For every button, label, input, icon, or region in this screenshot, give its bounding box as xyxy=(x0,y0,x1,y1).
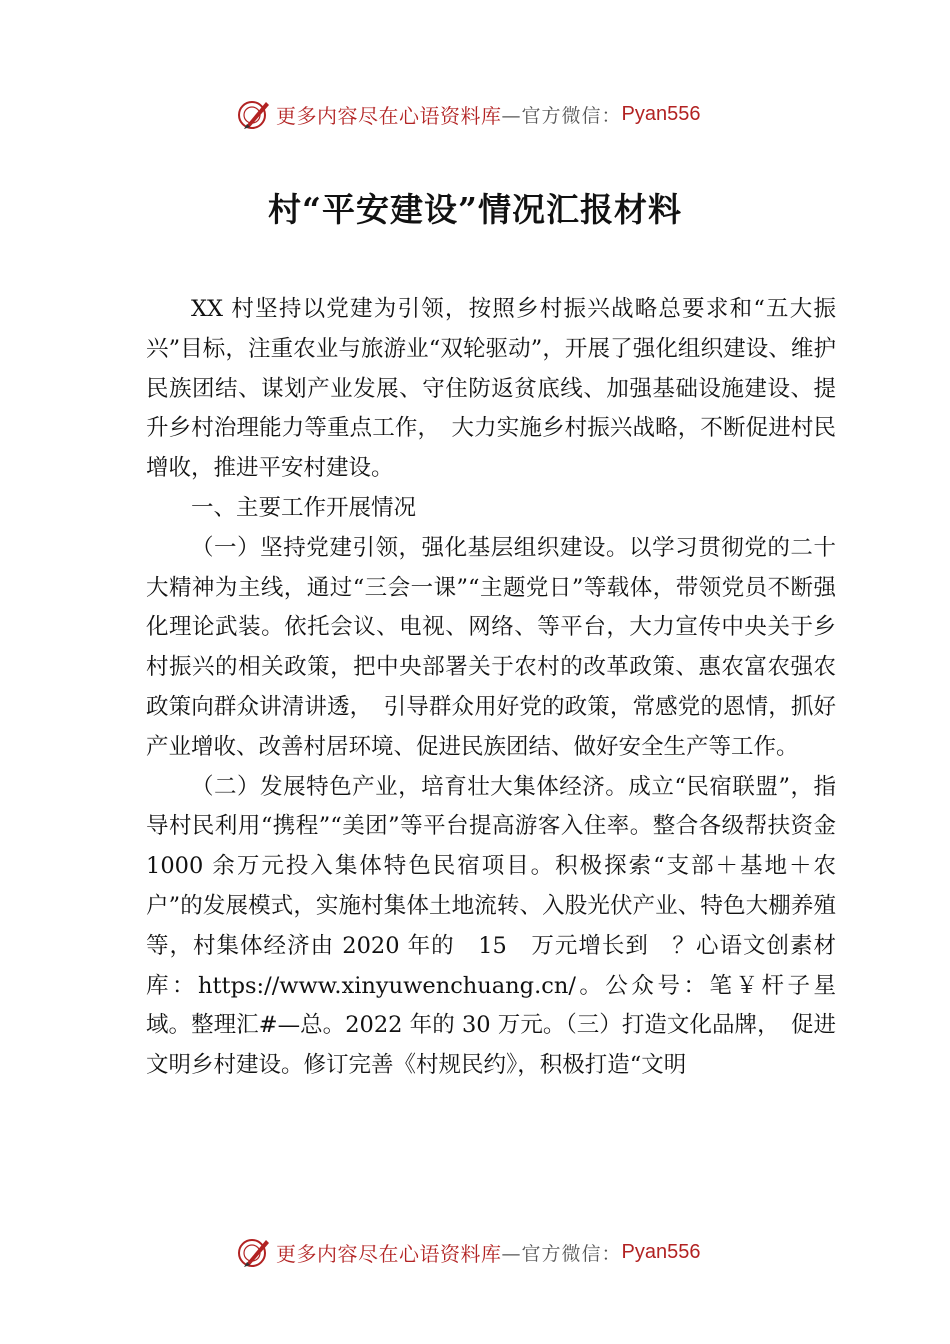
paragraph-party-building: （一）坚持党建引领，强化基层组织建设。以学习贯彻党的二十大精神为主线，通过“三会一课”“主题党日”等载体，带领党员不断强化理论武装。依托会议、电视、网络、等平台，大力宣传中央关于乡村振兴的相关政策，把中央部署关于农村的改革政策、惠农富农强农政策向群众讲清讲透， 引导群众用好党的政策，常感党的恩情，抓好产业增收、改善村居环境、促进民族团结、做好安全生产等工作。 xyxy=(146,534,836,760)
section-heading-1: 一、主要工作开展情况 xyxy=(191,494,417,521)
document-body xyxy=(146,290,836,1086)
banner-main-text: 更多内容尽在心语资料库 xyxy=(276,1241,502,1266)
header-banner[interactable] xyxy=(236,94,756,134)
banner-separator-text: —官方微信： xyxy=(501,1242,622,1265)
paragraph-industry: （二）发展特色产业，培育壮大集体经济。成立“民宿联盟”，指导村民利用“携程”“美团”等平台提高游客入住率。整合各级帮扶资金 1000 余万元投入集体特色民宿项目。积极探索“支部＋基地＋农户”的发展模式，实施村集体土地流转、入股光伏产业、特色大棚养殖等，村集体经济由 2020 年的 15 万元增长到 ？心语文创素材库：https://www.xinyuwenchuang.cn/。公众号：笔￥杆子星域。整理汇#—总。2022 年的 30 万元。（三）打造文化品牌， 促进文明乡村建设。修订完善《村规民约》，积极打造“文明 xyxy=(146,773,836,1079)
banner-wechat-id: Pyan556 xyxy=(621,1240,701,1263)
pen-logo-icon xyxy=(236,1234,272,1270)
banner-separator-text: —官方微信： xyxy=(501,104,622,127)
banner-main-text: 更多内容尽在心语资料库 xyxy=(276,103,502,128)
footer-banner[interactable] xyxy=(236,1232,756,1272)
pen-logo-icon xyxy=(236,96,272,132)
paragraph-intro: XX 村坚持以党建为引领，按照乡村振兴战略总要求和“五大振兴”目标，注重农业与旅游业“双轮驱动”，开展了强化组织建设、维护民族团结、谋划产业发展、守住防返贫底线、加强基础设施建设、提升乡村治理能力等重点工作， 大力实施乡村振兴战略，不断促进村民增收，推进平安村建设。 xyxy=(146,296,836,482)
document-title: 村“平安建设”情况汇报材料 xyxy=(268,190,682,229)
banner-wechat-id: Pyan556 xyxy=(621,102,701,125)
